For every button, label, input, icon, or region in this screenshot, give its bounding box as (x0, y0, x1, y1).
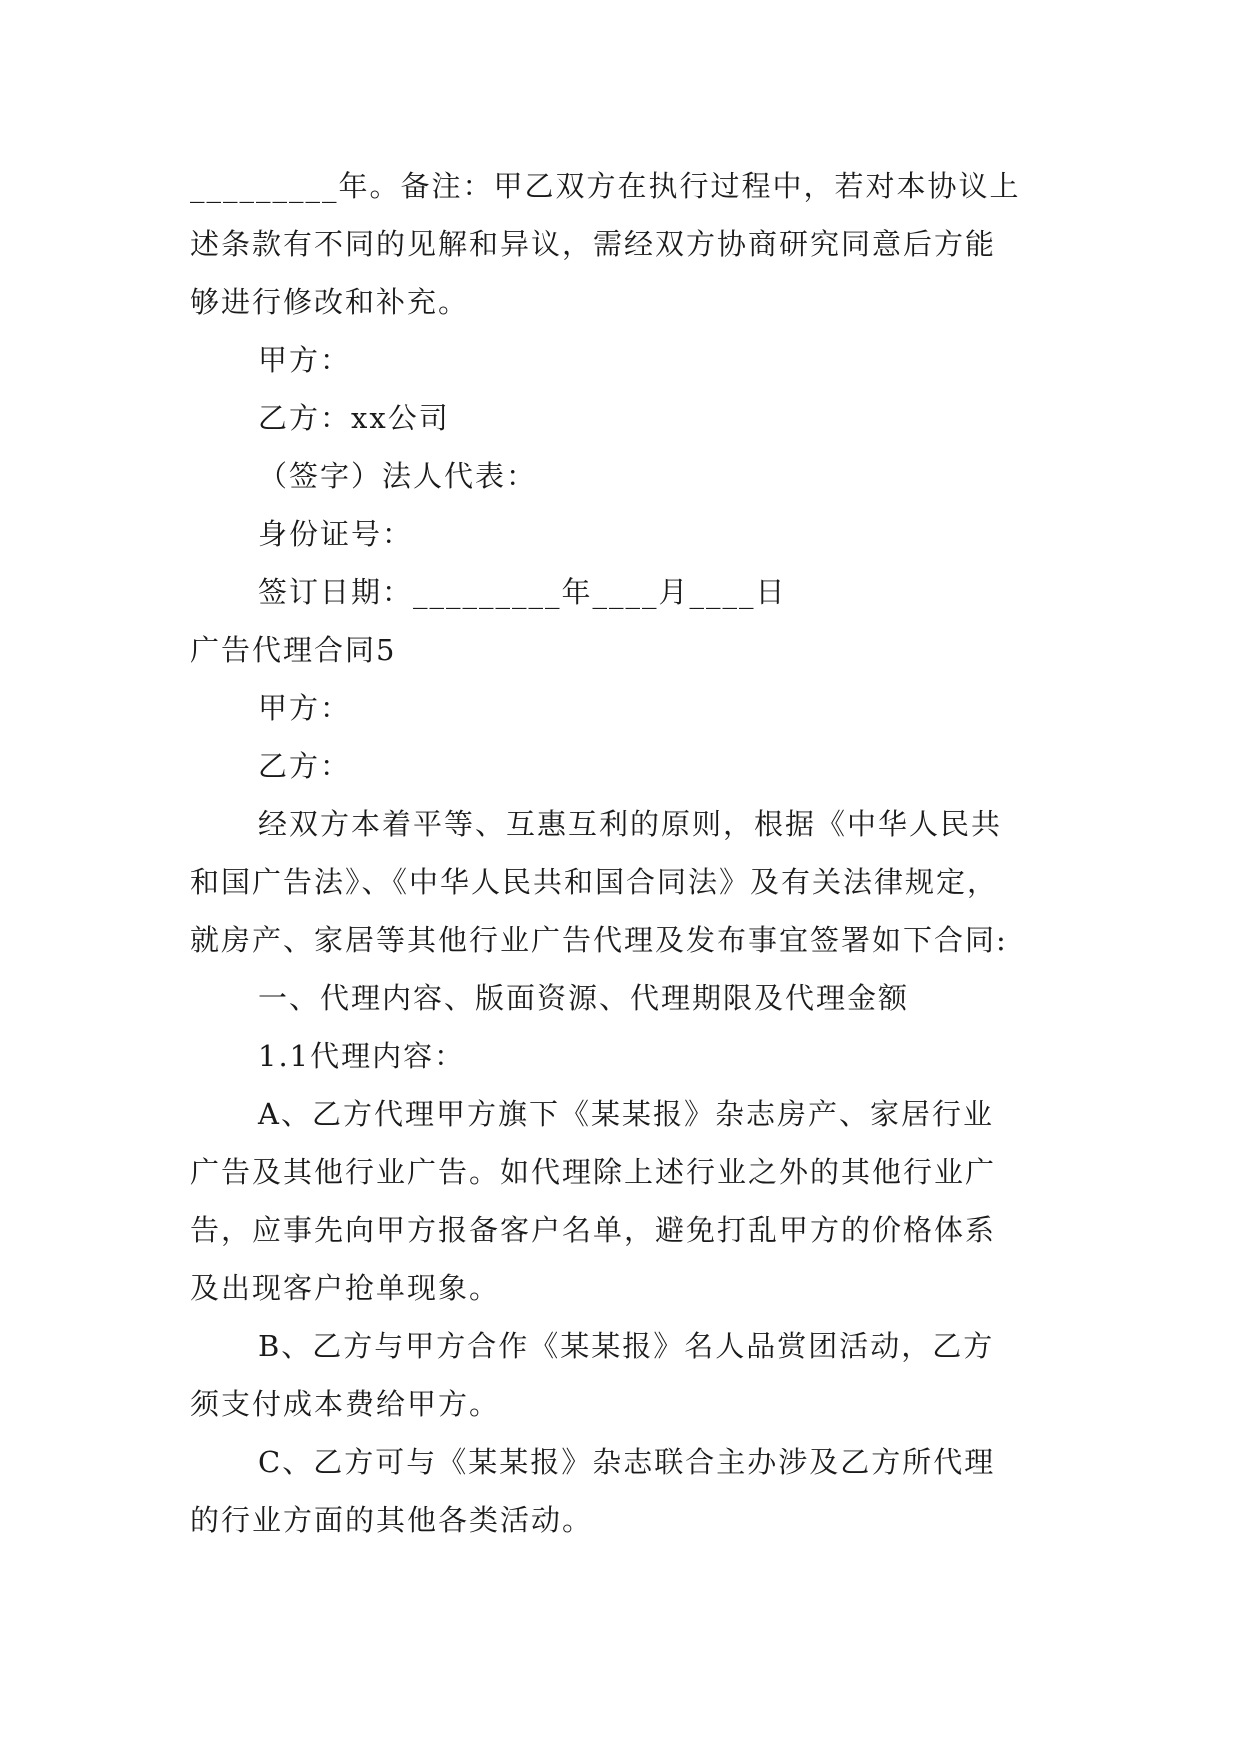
text-line: 及出现客户抢单现象。 (190, 1271, 501, 1305)
text-line: A、乙方代理甲方旗下《某某报》杂志房产、家居行业 (258, 1097, 994, 1131)
text-line: 就房产、家居等其他行业广告代理及发布事宜签署如下合同: (190, 923, 1008, 957)
signature-label: （签字）法人代表： (258, 459, 538, 493)
text-line: 述条款有不同的见解和异议，需经双方协商研究同意后方能 (190, 227, 997, 261)
text-line: B、乙方与甲方合作《某某报》名人品赏团活动，乙方 (258, 1329, 995, 1363)
section-title: 广告代理合同5 (190, 633, 397, 667)
text-line: 经双方本着平等、互惠互利的原则，根据《中华人民共 (258, 807, 1003, 841)
party-a-label: 甲方： (258, 691, 352, 725)
party-a-label: 甲方： (258, 343, 352, 377)
text-line: 的行业方面的其他各类活动。 (190, 1503, 594, 1537)
clause-subheading: 1.1代理内容： (258, 1039, 466, 1073)
text-line: _________年。备注：甲乙双方在执行过程中，若对本协议上 (190, 169, 1021, 203)
sign-date-label: 签订日期：_________年____月____日 (258, 575, 787, 609)
text-line: 和国广告法》、《中华人民共和国合同法》及有关法律规定， (190, 865, 999, 899)
text-line: C、乙方可与《某某报》杂志联合主办涉及乙方所代理 (258, 1445, 996, 1479)
id-number-label: 身份证号： (258, 517, 414, 551)
clause-heading: 一、代理内容、版面资源、代理期限及代理金额 (258, 981, 910, 1015)
text-line: 广告及其他行业广告。如代理除上述行业之外的其他行业广 (190, 1155, 997, 1189)
text-line: 须支付成本费给甲方。 (190, 1387, 501, 1421)
text-line: 告，应事先向甲方报备客户名单，避免打乱甲方的价格体系 (190, 1213, 997, 1247)
text-line: 够进行修改和补充。 (190, 285, 470, 319)
party-b-label: 乙方：xx公司 (258, 401, 450, 435)
party-b-label: 乙方： (258, 749, 352, 783)
